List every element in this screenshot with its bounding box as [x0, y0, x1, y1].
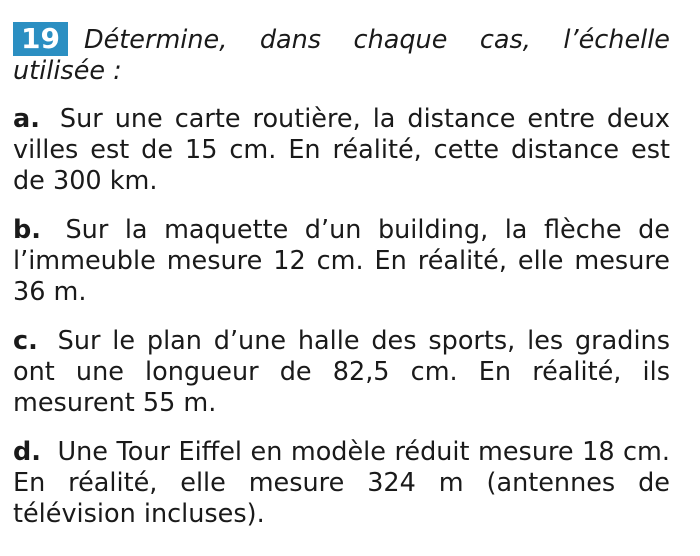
question-text: Sur le plan d’une halle des sports, les gradins ont une longueur de 82,5 cm. En réalité, ils mesurent 55 m. [13, 326, 671, 418]
question-text: Sur une carte routière, la distance entre deux villes est de 15 cm. En réalité, cette distance est de 300 km. [13, 104, 670, 196]
question-letter: a. [13, 104, 40, 134]
exercise-instruction: Détermine, dans chaque cas, l’échelle utilisée : [13, 25, 670, 86]
exercise-header [13, 22, 670, 87]
exercise-number-badge: 19 [13, 22, 68, 56]
question-item-b [13, 215, 670, 308]
question-item-d [13, 437, 670, 530]
question-letter: b. [13, 215, 41, 245]
question-letter: c. [13, 326, 38, 356]
question-text: Sur la maquette d’un building, la flèche de l’immeuble mesure 12 cm. En réalité, elle mesure 36 m. [13, 215, 670, 307]
question-item-c [13, 326, 670, 419]
question-text: Une Tour Eiffel en modèle réduit mesure 18 cm. En réalité, elle mesure 324 m (antennes de télévision incluses). [13, 437, 671, 529]
question-letter: d. [13, 437, 41, 467]
question-item-a [13, 104, 670, 197]
